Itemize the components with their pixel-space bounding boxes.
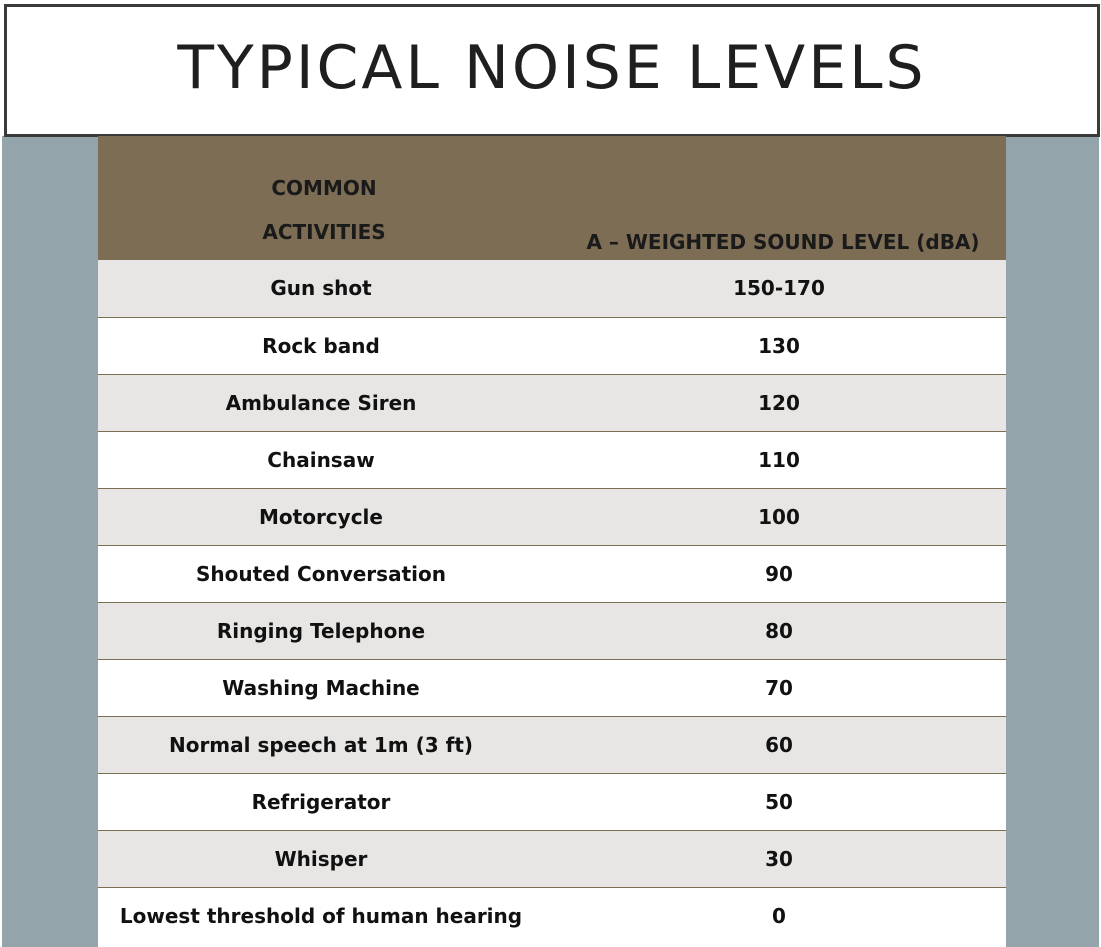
- sound-level-cell: 90: [550, 545, 1006, 602]
- header-col1-line2: ACTIVITIES: [262, 220, 386, 244]
- sound-level-cell: 80: [550, 602, 1006, 659]
- sound-level-cell: 100: [550, 488, 1006, 545]
- activity-cell: Rock band: [98, 317, 550, 374]
- activity-cell: Ambulance Siren: [98, 374, 550, 431]
- table-row: [98, 659, 1006, 716]
- sound-level-cell: 70: [550, 659, 1006, 716]
- activity-cell: Normal speech at 1m (3 ft): [98, 716, 550, 773]
- table-body: [98, 260, 1006, 944]
- activity-cell: Washing Machine: [98, 659, 550, 716]
- sound-level-cell: 60: [550, 716, 1006, 773]
- table-row: [98, 374, 1006, 431]
- activity-cell: Chainsaw: [98, 431, 550, 488]
- activity-cell: Whisper: [98, 830, 550, 887]
- sound-level-cell: 0: [550, 887, 1006, 944]
- sound-level-cell: 130: [550, 317, 1006, 374]
- header-sound-level: A – WEIGHTED SOUND LEVEL (dBA): [586, 230, 980, 254]
- activity-cell: Motorcycle: [98, 488, 550, 545]
- table-row: [98, 317, 1006, 374]
- table-row: [98, 260, 1006, 317]
- page-title: TYPICAL NOISE LEVELS: [177, 32, 927, 103]
- sound-level-cell: 110: [550, 431, 1006, 488]
- activity-cell: Refrigerator: [98, 773, 550, 830]
- noise-table-container: [98, 136, 1006, 947]
- table-row: [98, 602, 1006, 659]
- title-box: [4, 4, 1100, 137]
- table-header-row: [98, 136, 1006, 260]
- sound-level-cell: 150-170: [733, 276, 825, 301]
- sound-level-cell: 50: [550, 773, 1006, 830]
- activity-cell: Shouted Conversation: [98, 545, 550, 602]
- activity-cell: Ringing Telephone: [98, 602, 550, 659]
- noise-levels-table: [98, 136, 1006, 944]
- sound-level-cell: 120: [550, 374, 1006, 431]
- header-common-activities: [98, 136, 550, 260]
- table-row: [98, 773, 1006, 830]
- table-row: [98, 716, 1006, 773]
- table-row: [98, 545, 1006, 602]
- table-row: [98, 431, 1006, 488]
- table-row: [98, 887, 1006, 944]
- header-col1-line1: COMMON: [271, 176, 377, 200]
- table-row: [98, 830, 1006, 887]
- table-row: [98, 488, 1006, 545]
- activity-cell: Lowest threshold of human hearing: [98, 887, 550, 944]
- activity-cell: Gun shot: [270, 276, 372, 301]
- sound-level-cell: 30: [550, 830, 1006, 887]
